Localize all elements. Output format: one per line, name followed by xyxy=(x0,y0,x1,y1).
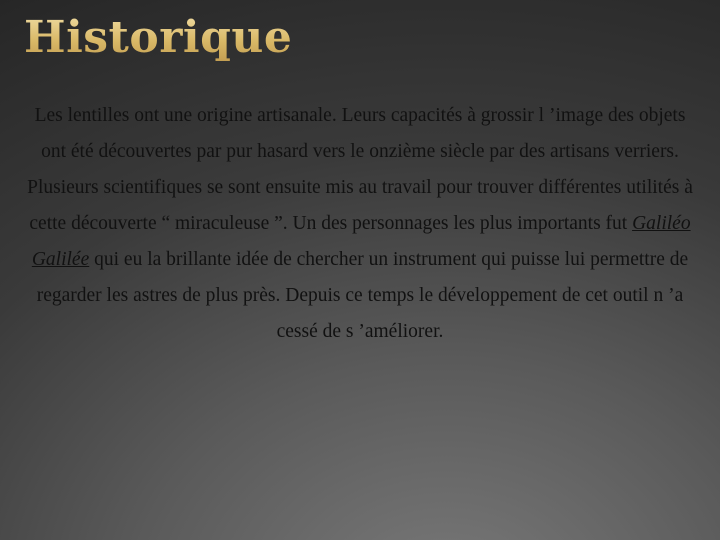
galileo-name-emphasis: Galiléo Galilée xyxy=(31,213,691,270)
paragraph-text-after-name: qui eu la brillante idée de chercher un instrument qui puisse lui permettre de regarder les astres de plus près. Depuis ce temps le développement de cet outil n ’a cessé de s ’améliorer. xyxy=(36,249,689,342)
paragraph-text-before-name: Les lentilles ont une origine artisanale. Leurs capacités à grossir l ’image des objets ont été découvertes par pur hasard vers le onzième siècle par des artisans verriers. Plusieurs scientifiques se sont ensuite mis au travail pour trouver différentes utilités à cette découverte “ miraculeuse ”. Un des personnages les plus importants fut xyxy=(27,105,693,234)
slide-title: Historique xyxy=(24,6,292,70)
slide-body-paragraph xyxy=(20,98,700,350)
